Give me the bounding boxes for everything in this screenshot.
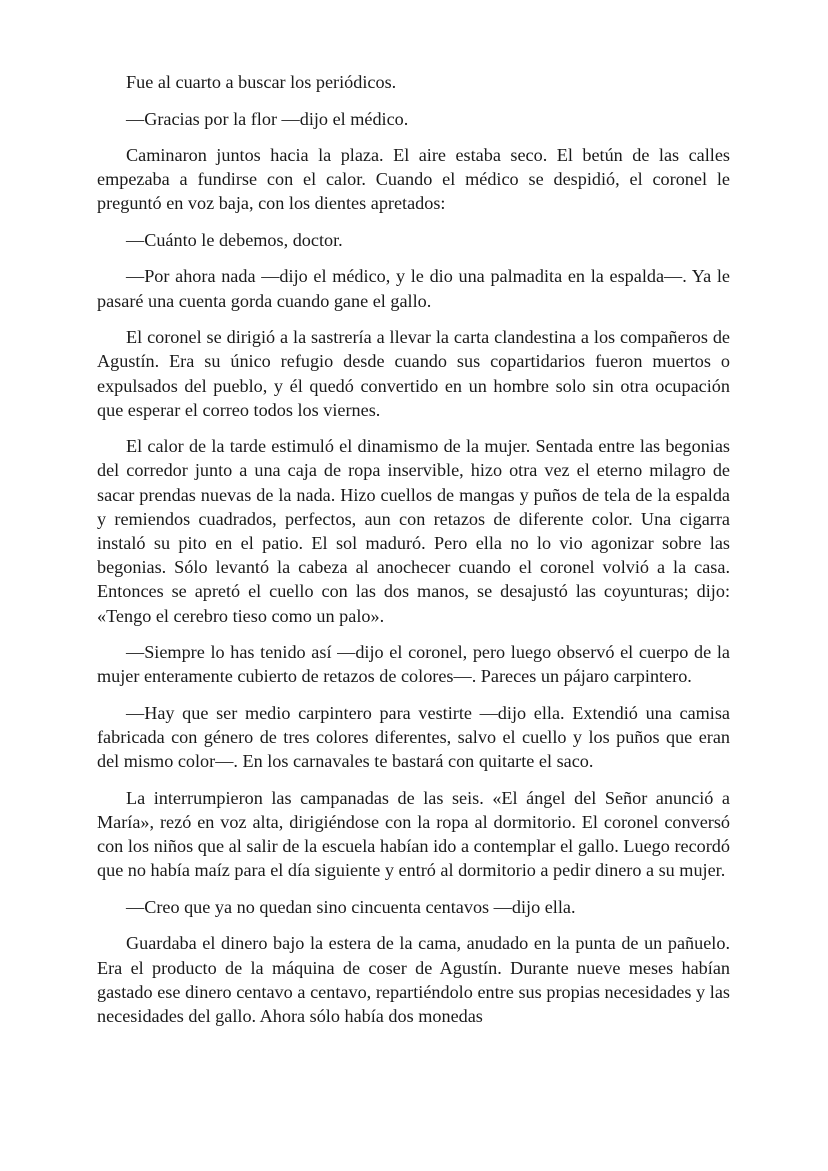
paragraph: —Siempre lo has tenido así —dijo el coronel, pero luego observó el cuerpo de la mujer enteramente cubierto de retazos de colores—. Pareces un pájaro carpintero. xyxy=(97,642,730,687)
paragraph: Caminaron juntos hacia la plaza. El aire estaba seco. El betún de las calles empezaba a fundirse con el calor. Cuando el médico se despidió, el coronel le preguntó en voz baja, con los dientes apretados: xyxy=(97,145,730,214)
paragraph: —Gracias por la flor —dijo el médico. xyxy=(126,108,409,129)
paragraph: —Creo que ya no quedan sino cincuenta centavos —dijo ella. xyxy=(126,896,576,917)
paragraph: Guardaba el dinero bajo la estera de la cama, anudado en la punta de un pañuelo. Era el producto de la máquina de coser de Agustín. Durante nueve meses habían gastado ese dinero centavo a centavo, repartiéndolo entre sus propias necesidades y las necesidades del gallo. Ahora sólo había dos monedas xyxy=(97,933,730,1026)
paragraph: La interrumpieron las campanadas de las seis. «El ángel del Señor anunció a María», rezó en voz alta, dirigiéndose con la ropa al dormitorio. El coronel conversó con los niños que al salir de la escuela habían ido a contemplar el gallo. Luego recordó que no había maíz para el día siguiente y entró al dormitorio a pedir dinero a su mujer. xyxy=(97,787,730,881)
paragraph: El calor de la tarde estimuló el dinamismo de la mujer. Sentada entre las begonias del corredor junto a una caja de ropa inservible, hizo otra vez el eterno milagro de sacar prendas nuevas de la nada. Hizo cuellos de mangas y puños de tela de la espalda y remiendos cuadrados, perfectos, aun con retazos de diferente color. Una cigarra instaló su pito en el patio. El sol maduró. Pero ella no lo vio agonizar sobre las begonias. Sólo levantó la cabeza al anochecer cuando el coronel volvió a la casa. Entonces se apretó el cuello con las dos manos, se desajustó las coyunturas; dijo: «Tengo el cerebro tieso como un palo». xyxy=(97,436,730,626)
paragraph: —Hay que ser medio carpintero para vestirte —dijo ella. Extendió una camisa fabricada con género de tres colores diferentes, salvo el cuello y los puños que eran del mismo color—. En los carnavales te bastará con quitarte el saco. xyxy=(97,702,730,772)
paragraph: El coronel se dirigió a la sastrería a llevar la carta clandestina a los compañeros de Agustín. Era su único refugio desde cuando sus copartidarios fueron muertos o expulsados del pueblo, y él quedó convertido en un hombre solo sin otra ocupación que esperar el correo todos los viernes. xyxy=(97,327,730,420)
paragraph: —Cuánto le debemos, doctor. xyxy=(126,229,343,250)
paragraph: Fue al cuarto a buscar los periódicos. xyxy=(126,72,397,92)
document-page xyxy=(97,70,730,1040)
paragraph: —Por ahora nada —dijo el médico, y le dio una palmadita en la espalda—. Ya le pasaré una cuenta gorda cuando gane el gallo. xyxy=(97,266,730,311)
